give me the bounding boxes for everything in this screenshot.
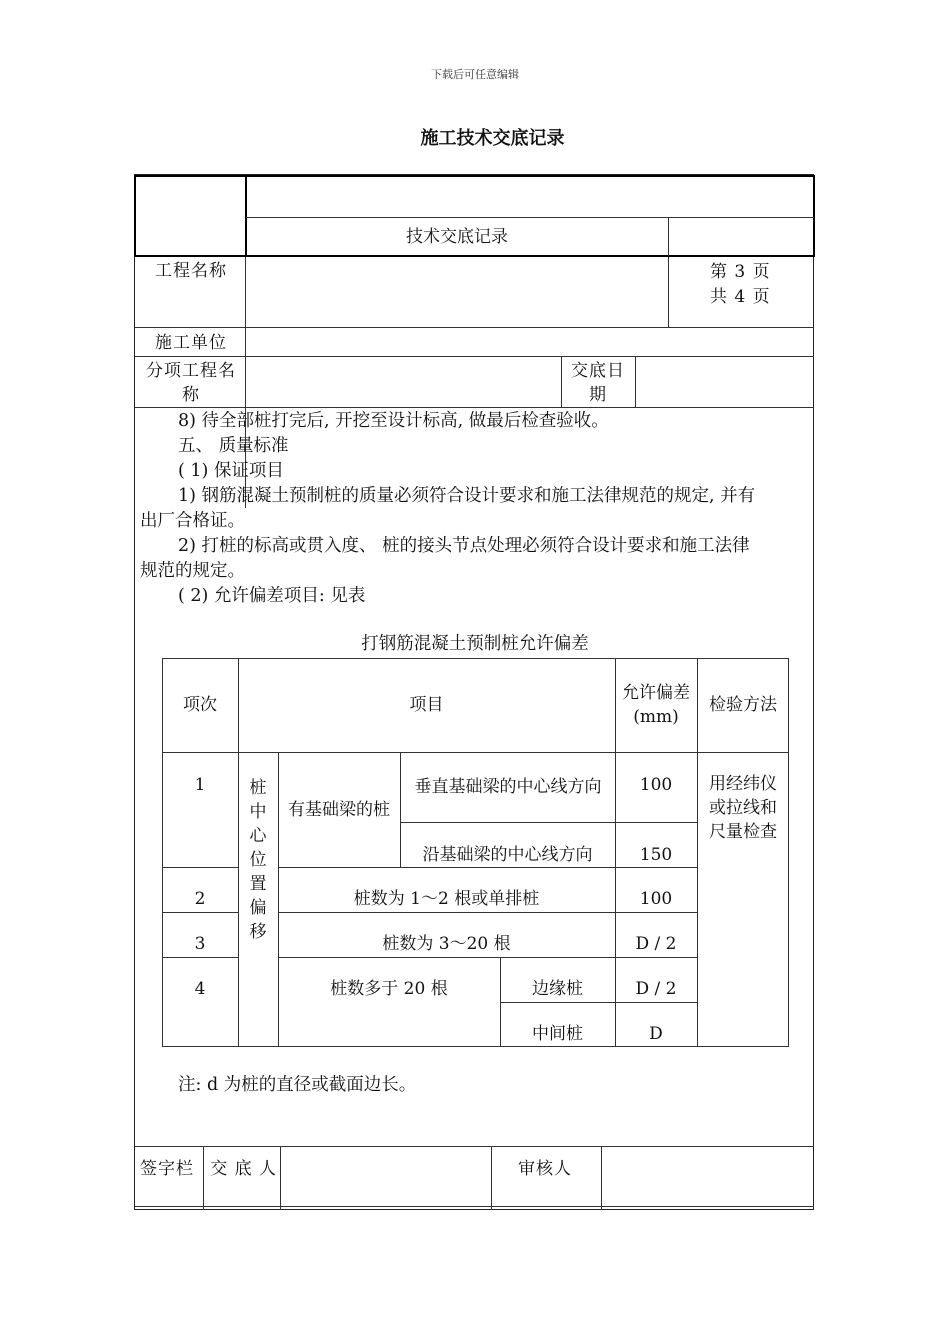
briefer-label: 交 底 人 [210, 1159, 277, 1179]
sub-project-label: 分项工程名称 [146, 361, 236, 405]
page-current: 第 3 页 [710, 262, 771, 282]
row-item: 沿基础梁的中心线方向 [422, 845, 593, 865]
text-line-3: ( 1) 保证项目 [178, 461, 284, 481]
reviewer-label: 审核人 [518, 1159, 572, 1179]
date-right-divider [635, 356, 636, 408]
row-value: D / 2 [635, 979, 677, 999]
group-label: 桩中心位置偏移 [249, 778, 267, 942]
row-item: 桩数为 3～20 根 [382, 934, 511, 954]
header-method: 检验方法 [709, 695, 777, 715]
row-line-3 [135, 407, 814, 408]
method-value: 用经纬仪或拉线和尺量检查 [709, 774, 777, 842]
row-value: D [649, 1024, 663, 1044]
row-item: 桩数多于 20 根 [330, 979, 448, 999]
record-form [134, 174, 814, 1210]
row-no: 3 [194, 934, 206, 954]
header-top-border [134, 175, 815, 177]
header-tolerance: 允许偏差(mm) [622, 683, 690, 727]
page-divider [668, 257, 669, 327]
row-no: 2 [194, 889, 206, 909]
row-item: 桩数为 1～2 根或单排桩 [353, 889, 540, 909]
header-left-border [134, 175, 136, 257]
row-sub: 中间桩 [532, 1024, 583, 1044]
signature-label: 签字栏 [140, 1159, 194, 1179]
date-left-divider [561, 356, 562, 408]
header-right-border [813, 175, 815, 257]
watermark-text: 下载后可任意编辑 [431, 68, 519, 81]
signature-top-line [135, 1146, 814, 1147]
row-value: 100 [639, 889, 673, 909]
header-right-divider [668, 218, 669, 256]
row-value: 100 [639, 775, 673, 795]
row-sub: 边缘桩 [532, 979, 583, 999]
row-line-1 [135, 327, 814, 328]
page-total: 共 4 页 [710, 287, 771, 307]
construction-unit-label: 施工单位 [155, 333, 227, 353]
date-label: 交底日期 [571, 361, 625, 405]
row-item: 垂直基础梁的中心线方向 [414, 777, 602, 797]
row-no: 4 [194, 979, 206, 999]
table-note: 注: d 为桩的直径或截面边长。 [178, 1075, 417, 1095]
sub-group-label: 有基础梁的桩 [288, 799, 390, 820]
paragraph-1-line-2: 出厂合格证。 [140, 511, 245, 531]
row-line-2 [135, 356, 814, 357]
page-title: 施工技术交底记录 [420, 128, 565, 149]
paragraph-2-line-2: 规范的规定。 [140, 561, 245, 581]
header-no: 项次 [183, 695, 217, 715]
paragraph-1-line-1: 1) 钢筋混凝土预制桩的质量必须符合设计要求和施工法律规范的规定, 并有 [178, 486, 756, 506]
record-title: 技术交底记录 [406, 227, 508, 247]
text-line-2: 五、 质量标准 [178, 436, 289, 456]
row-value: 150 [639, 845, 673, 865]
row-no: 1 [194, 775, 206, 795]
allowance-line: ( 2) 允许偏差项目: 见表 [178, 586, 366, 606]
row-value: D / 2 [635, 934, 677, 954]
project-name-label: 工程名称 [155, 261, 227, 281]
paragraph-2-line-1: 2) 打桩的标高或贯入度、 桩的接头节点处理必须符合设计要求和施工法律 [178, 536, 750, 556]
text-line-1: 8) 待全部桩打完后, 开挖至设计标高, 做最后检查验收。 [178, 411, 609, 431]
deviation-table [162, 658, 789, 1047]
table-caption: 打钢筋混凝土预制桩允许偏差 [361, 634, 589, 654]
header-item: 项目 [409, 695, 444, 715]
